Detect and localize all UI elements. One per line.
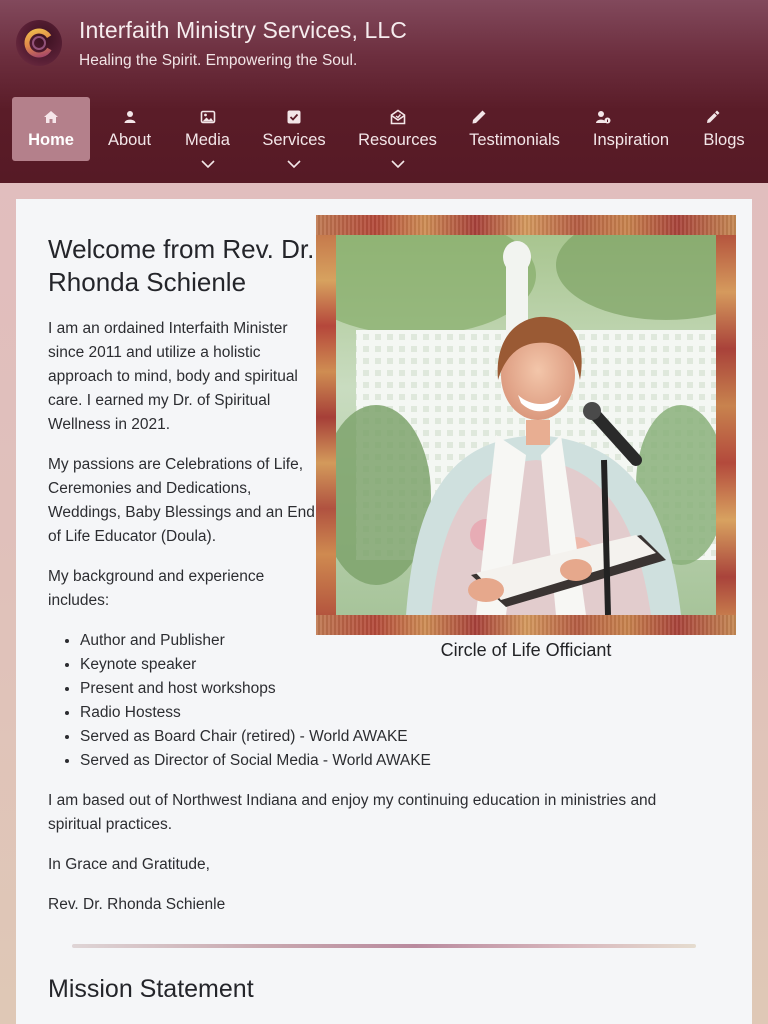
chevron-down-icon[interactable] (287, 159, 301, 169)
nav-item-resources[interactable] (357, 97, 438, 161)
background-intro: My background and experience includes: (48, 568, 265, 609)
nav-label-inspiration: Inspiration (592, 131, 670, 149)
nav-label-services: Services (262, 131, 326, 149)
officiant-photo[interactable] (336, 235, 716, 615)
nav-item-inspiration[interactable] (591, 97, 671, 161)
nav-label-home: Home (28, 131, 74, 149)
photo-frame (316, 215, 736, 635)
nav-item-media[interactable] (176, 97, 239, 161)
person-info-icon (595, 109, 611, 125)
mission-heading: Mission Statement (48, 975, 254, 1003)
pencil-icon (471, 109, 487, 125)
ring-logo-icon[interactable] (16, 20, 62, 66)
chevron-down-icon[interactable] (201, 159, 215, 169)
nav-item-about[interactable] (96, 97, 163, 161)
envelope-icon (390, 109, 406, 125)
closing-line: In Grace and Gratitude, (48, 856, 210, 873)
nav-item-testimonials[interactable] (467, 97, 562, 161)
photo-caption: Circle of Life Officiant (440, 640, 612, 660)
list-item: • Served as Director of Social Media - World AWAKE (80, 749, 431, 773)
site-title[interactable]: Interfaith Ministry Services, LLC (79, 17, 407, 43)
list-item: • Author and Publisher (80, 629, 431, 653)
passions-paragraph: My passions are Celebrations of Life, Ceremonies and Dedications, Weddings, Baby Blessings and an End of Life Educator (Doula). (48, 456, 315, 545)
nav-label-media: Media (185, 131, 230, 149)
nav-item-home[interactable] (12, 97, 90, 161)
nav-item-blogs[interactable] (701, 97, 747, 161)
page-title: Welcome from Rev. Dr. Rhonda Schienle (48, 234, 315, 297)
nav-item-services[interactable] (259, 97, 329, 161)
chevron-down-icon[interactable] (391, 159, 405, 169)
main-navigation (0, 97, 768, 177)
nav-label-blogs: Blogs (703, 131, 745, 149)
nav-label-resources: Resources (358, 131, 437, 149)
nav-label-about: About (107, 131, 152, 149)
list-item: • Served as Board Chair (retired) - World AWAKE (80, 725, 431, 749)
list-item: • Radio Hostess (80, 701, 431, 725)
site-header (0, 0, 768, 183)
list-item: • Keynote speaker (80, 653, 431, 677)
intro-paragraph: I am an ordained Interfaith Minister since 2011 and utilize a holistic approach to mind, body and spiritual care. I earned my Dr. of Spiritual Wellness in 2021. (48, 320, 298, 433)
person-icon (122, 109, 138, 125)
list-item: • Present and host workshops (80, 677, 431, 701)
home-icon (43, 109, 59, 125)
location-paragraph: I am based out of Northwest Indiana and enjoy my continuing education in ministries and spiritual practices. (48, 792, 657, 833)
image-icon (200, 109, 216, 125)
signature: Rev. Dr. Rhonda Schienle (48, 896, 226, 913)
section-divider (72, 944, 696, 948)
checkbox-icon (286, 109, 302, 125)
main-content (16, 199, 752, 1024)
pen-icon (705, 109, 721, 125)
site-tagline: Healing the Spirit. Empowering the Soul. (79, 52, 358, 69)
nav-label-testimonials: Testimonials (469, 131, 560, 149)
